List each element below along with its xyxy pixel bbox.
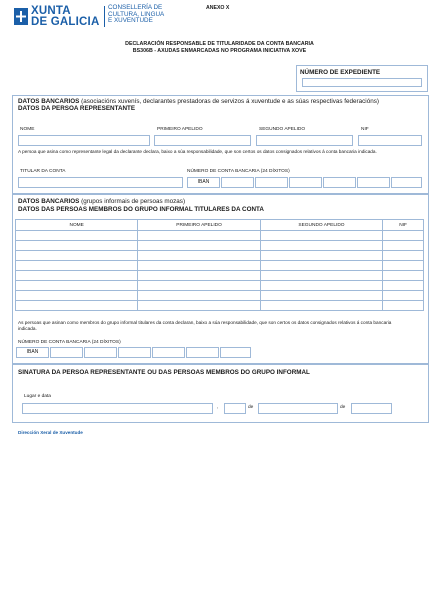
table-row [16, 231, 424, 241]
nome-field[interactable] [18, 135, 150, 146]
cell-primeiro-apelido[interactable] [138, 301, 260, 311]
cell-nif[interactable] [383, 271, 424, 281]
section2-heading [18, 198, 185, 206]
anexo-label: ANEXO X [206, 5, 230, 11]
cell-nome[interactable] [16, 231, 138, 241]
ano-field[interactable] [351, 403, 392, 414]
titular-label: TITULAR DA CONTA [20, 169, 66, 174]
cell-nif[interactable] [383, 301, 424, 311]
cell-nome[interactable] [16, 281, 138, 291]
cell-nif[interactable] [383, 251, 424, 261]
cell-nif[interactable] [383, 281, 424, 291]
titular-field[interactable] [18, 177, 183, 188]
conta-block-6[interactable] [391, 177, 422, 188]
logo-divider [104, 6, 105, 27]
cell-nif[interactable] [383, 261, 424, 271]
dept-line-2: CULTURA, LINGUA [108, 10, 165, 18]
conta-block-5[interactable] [357, 177, 390, 188]
col-nome: NOME [16, 220, 138, 231]
section1-subheading: DATOS DA PERSOA REPRESENTANTE [18, 105, 136, 112]
document-subtitle: BS306B - AXUDAS ENMARCADAS NO PROGRAMA INICIATIVA XOVE [132, 48, 307, 54]
dept-line-1: CONSELLERÍA DE [108, 4, 163, 11]
section2-heading-bold: DATOS BANCARIOS [18, 198, 80, 205]
conta-label-2: NÚMERO DE CONTA BANCARIA (24 DÍXITOS) [18, 340, 121, 345]
conta-block-4[interactable] [323, 177, 356, 188]
conta2-block-5[interactable] [186, 347, 219, 358]
logo-line-1: XUNTA [31, 5, 71, 17]
document-title: DECLARACIÓN RESPONSABLE DE TITULARIDADE DA CONTA BANCARIA [125, 41, 314, 47]
table-row [16, 241, 424, 251]
document-title-block [0, 41, 439, 55]
cell-segundo-apelido[interactable] [260, 231, 382, 241]
expediente-label: NÚMERO DE EXPEDIENTE [300, 69, 381, 76]
cell-nome[interactable] [16, 241, 138, 251]
cell-primeiro-apelido[interactable] [138, 271, 260, 281]
primeiro-apelido-label: PRIMEIRO APELIDO [157, 127, 203, 132]
segundo-apelido-label: SEGUNDO APELIDO [259, 127, 306, 132]
cell-segundo-apelido[interactable] [260, 291, 382, 301]
primeiro-apelido-field[interactable] [154, 135, 251, 146]
cell-segundo-apelido[interactable] [260, 241, 382, 251]
table-row [16, 251, 424, 261]
cell-primeiro-apelido[interactable] [138, 261, 260, 271]
cell-segundo-apelido[interactable] [260, 261, 382, 271]
nome-label: NOME [20, 127, 35, 132]
logo-line-2: DE GALICIA [31, 16, 100, 28]
cell-nome[interactable] [16, 261, 138, 271]
section3-heading: SINATURA DA PERSOA REPRESENTANTE OU DAS PERSOAS MEMBROS DO GRUPO INFORMAL [18, 369, 310, 376]
department-name [108, 5, 164, 25]
cell-nome[interactable] [16, 301, 138, 311]
table-header-row [16, 220, 424, 231]
col-primeiro-apelido: PRIMEIRO APELIDO [138, 220, 260, 231]
table-row [16, 261, 424, 271]
conta2-block-1[interactable] [50, 347, 83, 358]
de-label-2: de [340, 405, 346, 410]
conta2-block-3[interactable] [118, 347, 151, 358]
conta2-block-6[interactable] [220, 347, 251, 358]
dept-line-3: E XUVENTUDE [108, 17, 153, 25]
table-row [16, 271, 424, 281]
conta-block-2[interactable] [255, 177, 288, 188]
cell-primeiro-apelido[interactable] [138, 281, 260, 291]
iban-field-2: IBAN [16, 347, 49, 358]
segundo-apelido-field[interactable] [256, 135, 353, 146]
cell-nif[interactable] [383, 241, 424, 251]
members-table [15, 219, 424, 311]
iban-field-1: IBAN [187, 177, 220, 188]
cell-primeiro-apelido[interactable] [138, 251, 260, 261]
cell-nome[interactable] [16, 251, 138, 261]
mes-field[interactable] [258, 403, 338, 414]
table-row [16, 291, 424, 301]
lugar-data-label: Lugar e data [24, 394, 51, 399]
xunta-logo-icon [14, 8, 28, 25]
cell-segundo-apelido[interactable] [260, 281, 382, 291]
cell-primeiro-apelido[interactable] [138, 231, 260, 241]
col-segundo-apelido: SEGUNDO APELIDO [260, 220, 382, 231]
cell-nif[interactable] [383, 291, 424, 301]
cell-nome[interactable] [16, 271, 138, 281]
nif-field[interactable] [358, 135, 422, 146]
dia-field[interactable] [224, 403, 246, 414]
logo-text [31, 6, 99, 28]
conta-block-1[interactable] [221, 177, 254, 188]
cell-segundo-apelido[interactable] [260, 251, 382, 261]
col-nif: NIF [383, 220, 424, 231]
section1-declaration: A persoa que asina como representante legal da declarante declara, baixo a súa responsabilidade, que son certos os datos consignados relativos á conta bancaria indicada. [18, 149, 377, 154]
cell-nome[interactable] [16, 291, 138, 301]
de-label-1: de [248, 405, 254, 410]
conta-label-1: NÚMERO DE CONTA BANCARIA (24 DÍXITOS) [187, 169, 290, 174]
cell-primeiro-apelido[interactable] [138, 291, 260, 301]
cell-primeiro-apelido[interactable] [138, 241, 260, 251]
conta2-block-4[interactable] [152, 347, 185, 358]
section1-heading-bold: DATOS BANCARIOS [18, 98, 80, 105]
section2-subheading: DATOS DAS PERSOAS MEMBROS DO GRUPO INFORMAL TITULARES DA CONTA [18, 206, 264, 213]
footer-text: Dirección Xeral de Xuventude [18, 430, 83, 435]
conta2-block-2[interactable] [84, 347, 117, 358]
section2-heading-rest: (grupos informais de persoas mozas) [79, 198, 186, 205]
section1-heading-rest: (asociacións xuvenís, declarantes prestadoras de servizos á xuventude e as súas respectivas federacións) [79, 98, 379, 105]
cell-segundo-apelido[interactable] [260, 271, 382, 281]
table-row [16, 281, 424, 291]
conta-block-3[interactable] [289, 177, 322, 188]
lugar-field[interactable] [22, 403, 213, 414]
expediente-field[interactable] [302, 78, 422, 87]
comma-separator: , [217, 405, 219, 410]
cell-segundo-apelido[interactable] [260, 301, 382, 311]
nif-label: NIF [361, 127, 369, 132]
table-row [16, 301, 424, 311]
section2-declaration: As persoas que asinan como membros do grupo informal titulares da conta declaran, baixo a súa responsabilidade, que son certos os datos consignados relativos á conta bancaria indicada. [18, 320, 392, 332]
cell-nif[interactable] [383, 231, 424, 241]
